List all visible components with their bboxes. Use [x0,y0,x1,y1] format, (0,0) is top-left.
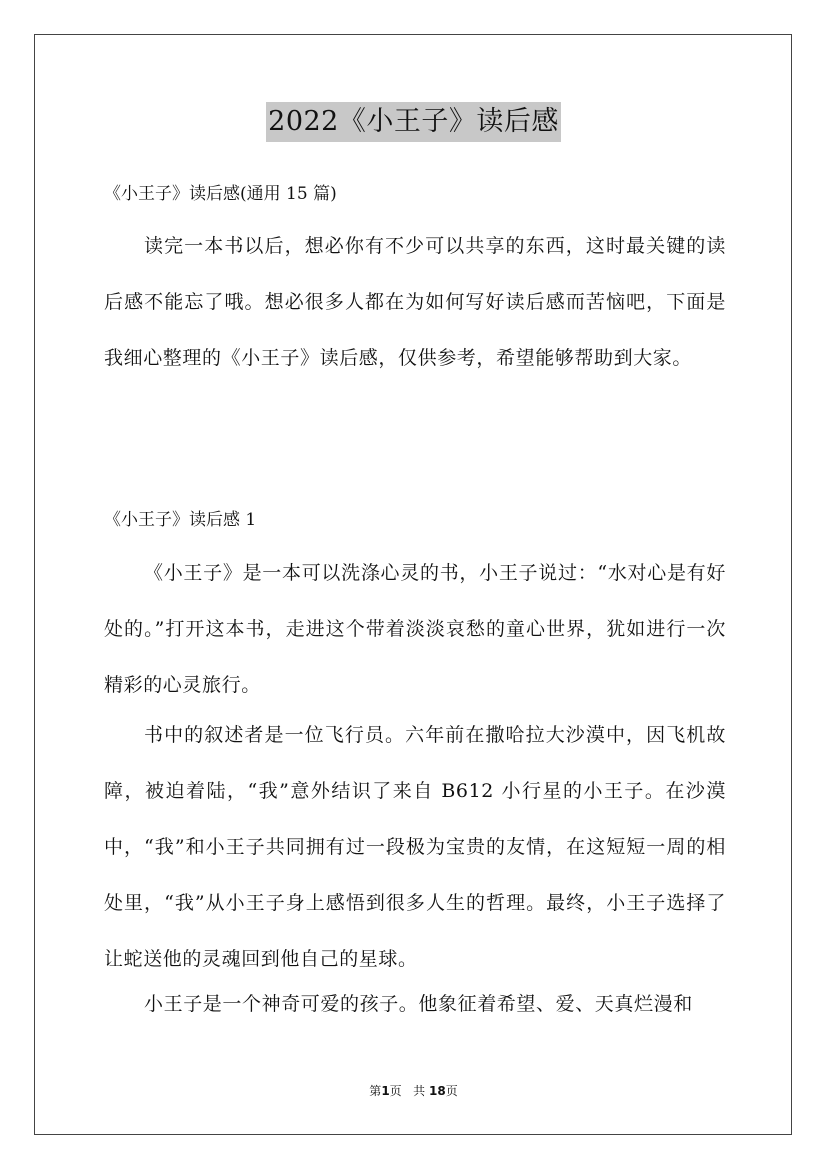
body-paragraph-3: 小王子是一个神奇可爱的孩子。他象征着希望、爱、天真烂漫和 [144,993,693,1015]
body-paragraph-1: 《小王子》是一本可以洗涤心灵的书，小王子说过：“水对心是有好处的。”打开这本书，走进这个带着淡淡哀愁的童心世界，犹如进行一次精彩的心灵旅行。 [104,562,726,696]
document-title-text: 2022《小王子》读后感 [266,102,561,142]
document-title [0,100,827,142]
footer-page-suffix: 页 [389,1084,402,1098]
body-paragraph-2: 书中的叙述者是一位飞行员。六年前在撒哈拉大沙漠中，因飞机故障，被迫着陆，“我”意外结识了来自 B612 小行星的小王子。在沙漠中，“我”和小王子共同拥有过一段极为宝贵的友情，在这短短一周的相处里，“我”从小王子身上感悟到很多人生的哲理。最终，小王子选择了让蛇送他的灵魂回到他自己的星球。 [104,724,726,970]
footer-page-prefix: 第 [369,1084,382,1098]
document-subtitle: 《小王子》读后感(通用 15 篇) [104,184,337,204]
footer-total-pages: 18 [428,1084,446,1098]
page-footer [0,1082,827,1100]
footer-total-prefix: 共 [413,1084,426,1098]
footer-total-suffix: 页 [445,1084,458,1098]
footer-page-number: 1 [381,1084,390,1098]
section-heading-1: 《小王子》读后感 1 [104,510,257,530]
intro-paragraph: 读完一本书以后，想必你有不少可以共享的东西，这时最关键的读后感不能忘了哦。想必很多人都在为如何写好读后感而苦恼吧，下面是我细心整理的《小王子》读后感，仅供参考，希望能够帮助到大家。 [104,235,726,369]
